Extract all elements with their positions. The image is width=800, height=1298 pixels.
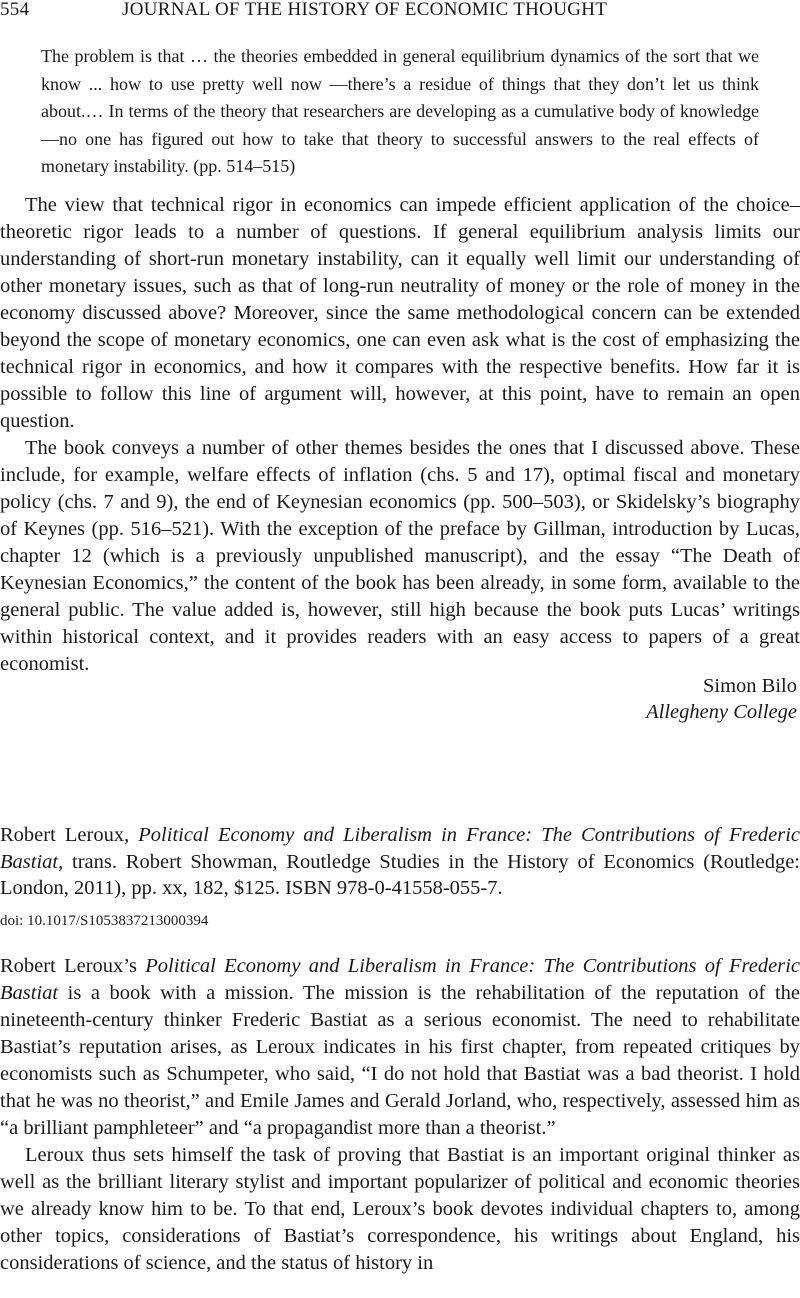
reviewer-affiliation: Allegheny College xyxy=(646,701,797,723)
doi-link[interactable]: doi: 10.1017/S1053837213000394 xyxy=(0,913,209,929)
page-number: 554 xyxy=(0,0,30,20)
book-citation xyxy=(0,822,800,902)
reviewer-name: Simon Bilo xyxy=(703,675,797,697)
second-review-body xyxy=(0,953,800,1277)
p1-rest: is a book with a mission. The mission is the rehabilitation of the reputation of the nineteenth-century thinker Frederic Bastiat as a serious economist. The need to rehabilitate Bastiat’s reputation arises, as Leroux indicates in his first chapter, from repeated critiques by economists such as Schumpeter, who said, “I do not hold that Bastiat was a bad theorist. I hold that he was no theorist,” and Emile James and Gerald Jorland, who, respectively, assessed him as “a brilliant pamphleteer” and “a propagandist more than a theorist.” xyxy=(0,982,800,1139)
paragraph xyxy=(0,953,800,1142)
paragraph: The view that technical rigor in economics can impede efficient application of the choice–theoretic rigor leads to a number of questions. If general equilibrium analysis limits our understanding of short-run monetary instability, can it equally well limit our understanding of other monetary issues, such as that of long-run neutrality of money or the role of money in the economy discussed above? Moreover, since the same methodological concern can be extended beyond the scope of monetary economics, one can even ask what is the cost of emphasizing the technical rigor in economics, and how it compares with the respective benefits. How far it is possible to follow this line of argument will, however, at this point, have to remain an open question. xyxy=(0,194,800,432)
paragraph: Leroux thus sets himself the task of proving that Bastiat is an important original thinker as well as the brilliant literary stylist and important popularizer of political and economic theories we already know him to be. To that end, Leroux’s book devotes individual chapters to, among other topics, considerations of Bastiat’s correspondence, his writings about England, his considerations of science, and the status of history in xyxy=(0,1144,800,1274)
block-quote: The problem is that … the theories embedded in general equilibrium dynamics of the sort that we know ... how to use pretty well now —there’s a residue of things that they don’t let us think about.… In terms of the theory that researchers are developing as a cumulative body of knowledge—no one has figured out how to take that theory to successful answers to the real effects of monetary instability. (pp. 514–515) xyxy=(41,46,759,176)
running-head xyxy=(0,0,800,24)
p1-prefix: Robert Leroux’s xyxy=(0,955,146,977)
p1-book-title: Political Economy and Liberalism in France: The Contributions of Frederic Bastiat xyxy=(0,955,800,1004)
paragraph: The book conveys a number of other themes besides the ones that I discussed above. These include, for example, welfare effects of inflation (chs. 5 and 17), optimal fiscal and monetary policy (chs. 7 and 9), the end of Keynesian economics (pp. 500–503), or Skidelsky’s biography of Keynes (pp. 516–521). With the exception of the preface by Gillman, introduction by Lucas, chapter 12 (which is a previously unpublished manuscript), and the essay “The Death of Keynesian Economics,” the content of the book has been already, in some form, available to the general public. The value added is, however, still high because the book puts Lucas’ writings within historical context, and it provides readers with an easy access to papers of a great economist. xyxy=(0,437,800,675)
journal-title: JOURNAL OF THE HISTORY OF ECONOMIC THOUGHT xyxy=(122,0,608,20)
first-review-body xyxy=(0,192,800,678)
citation-title: Political Economy and Liberalism in France: The Contributions of Frederic Bastiat xyxy=(0,824,800,873)
citation-details: , trans. Robert Showman, Routledge Studies in the History of Economics (Routledge: London, 2011), pp. xx, 182, $125. ISBN 978-0-41558-055-7. xyxy=(0,850,800,899)
citation-author: Robert Leroux, xyxy=(0,824,139,846)
